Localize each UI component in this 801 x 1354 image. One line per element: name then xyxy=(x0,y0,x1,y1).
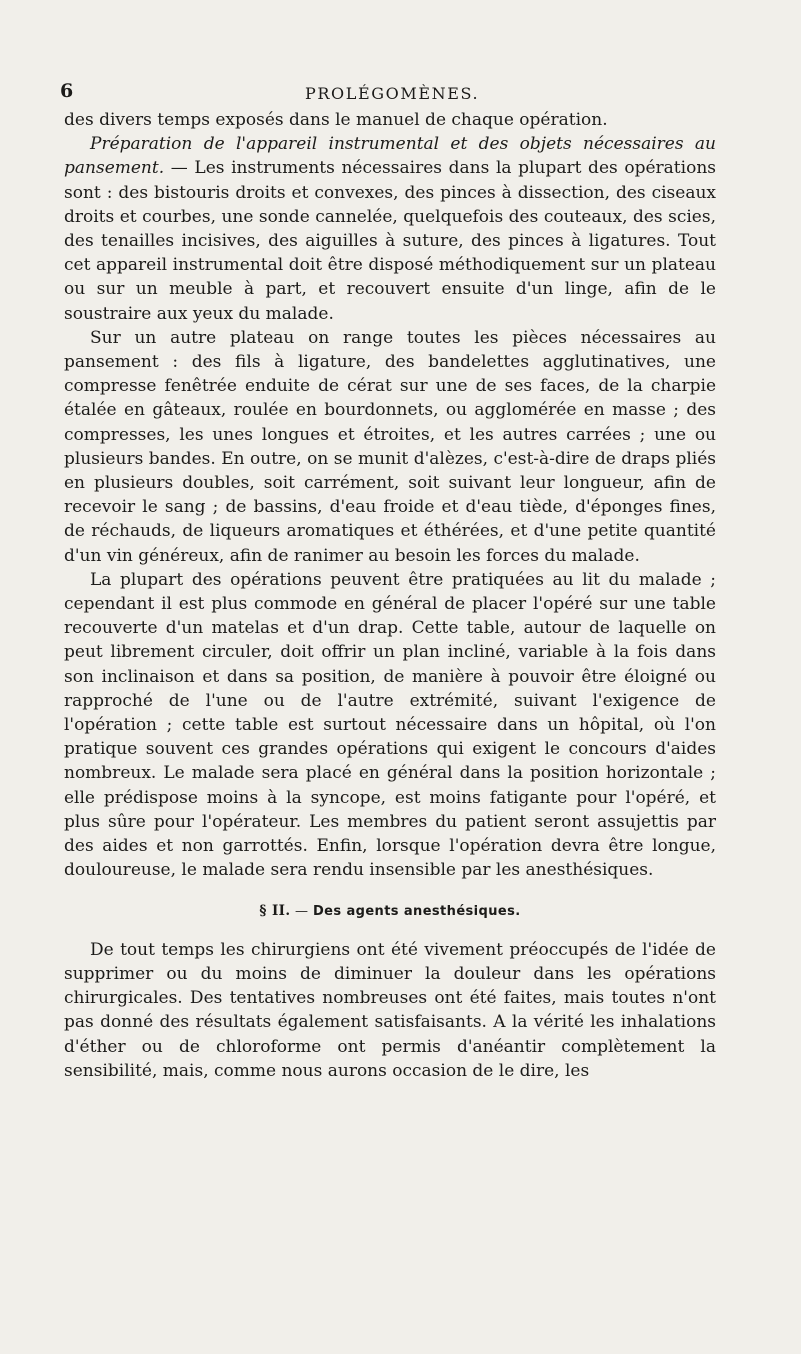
paragraph-anesthetics: De tout temps les chirurgiens ont été vivement préoccupés de l'idée de supprimer ou du moins de diminuer la douleur dans les opérations chirurgicales. Des tentatives nombreuses ont été faites, mais toutes n'ont pas donné des résultats également satisfaisants. A la vérité les inhalations d'éther ou de chloroforme ont permis d'anéantir complètement la sensibilité, mais, comme nous aurons occasion de le dire, les xyxy=(64,939,716,1081)
section-heading xyxy=(64,899,716,924)
paragraph-pansement: Sur un autre plateau on range toutes les pièces nécessaires au pansement : des fils à ligature, des bandelettes agglutinatives, une compresse fenêtrée enduite de cérat sur une de ses faces, de la charpie étalée en gâteaux, roulée en bourdonnets, ou agglomérée en masse ; des compresses, les unes longues et étroites, et les autres carrées ; une ou plusieurs bandes. En outre, on se munit d'alèzes, c'est-à-dire de draps pliés en plusieurs doubles, soit carrément, soit suivant leur longueur, afin de recevoir le sang ; de bassins, d'eau froide et d'eau tiède, d'éponges fines, de réchauds, de liqueurs aromatiques et éthérées, et d'une petite quantité d'un vin généreux, afin de ranimer au besoin les forces du malade. xyxy=(64,327,716,566)
section-number: § II. xyxy=(259,902,291,919)
paragraph-continuation: des divers temps exposés dans le manuel de chaque opération. xyxy=(64,110,608,130)
running-title: PROLÉGOMÈNES. xyxy=(305,84,480,103)
section-title: Des agents anesthésiques. xyxy=(312,903,521,919)
paragraph-preparation xyxy=(64,132,716,326)
section-dash: — xyxy=(290,903,313,919)
body-text xyxy=(64,108,716,1083)
paragraph-table: La plupart des opérations peuvent être pratiquées au lit du malade ; cependant il est plus commode en général de placer l'opéré sur une table recouverte d'un matelas et d'un drap. Cette table, autour de laquelle on peut librement circuler, doit offrir un plan incliné, variable à la fois dans son inclinaison et dans sa position, de manière à pouvoir être éloigné ou rapproché de l'une ou de l'autre extrémité, suivant l'exigence de l'opération ; cette table est surtout nécessaire dans un hôpital, où l'on pratique souvent ces grandes opérations qui exigent le concours d'aides nombreux. Le malade sera placé en général dans la position horizontale ; elle prédispose moins à la syncope, est moins fatigante pour l'opéré, et plus sûre pour l'opérateur. Les membres du patient seront assujettis par des aides et non garrottés. Enfin, lorsque l'opération devra être longue, douloureuse, le malade sera rendu insensible par les anesthésiques. xyxy=(64,569,716,881)
page-number: 6 xyxy=(60,80,74,102)
paragraph-run-in-heading: Préparation de l'appareil instrumental et des objets nécessaires au pansement. xyxy=(64,134,716,179)
paragraph-preparation-text: — Les instruments nécessaires dans la plupart des opérations sont : des bistouris droits et convexes, des pinces à dissection, des ciseaux droits et courbes, une sonde cannelée, quelquefois des couteaux, des scies, des tenailles incisives, des aiguilles à suture, des pinces à ligatures. Tout cet appareil instrumental doit être disposé méthodiquement sur un plateau ou sur un meuble à part, et recouvert ensuite d'un linge, afin de le soustraire aux yeux du malade. xyxy=(64,158,716,324)
